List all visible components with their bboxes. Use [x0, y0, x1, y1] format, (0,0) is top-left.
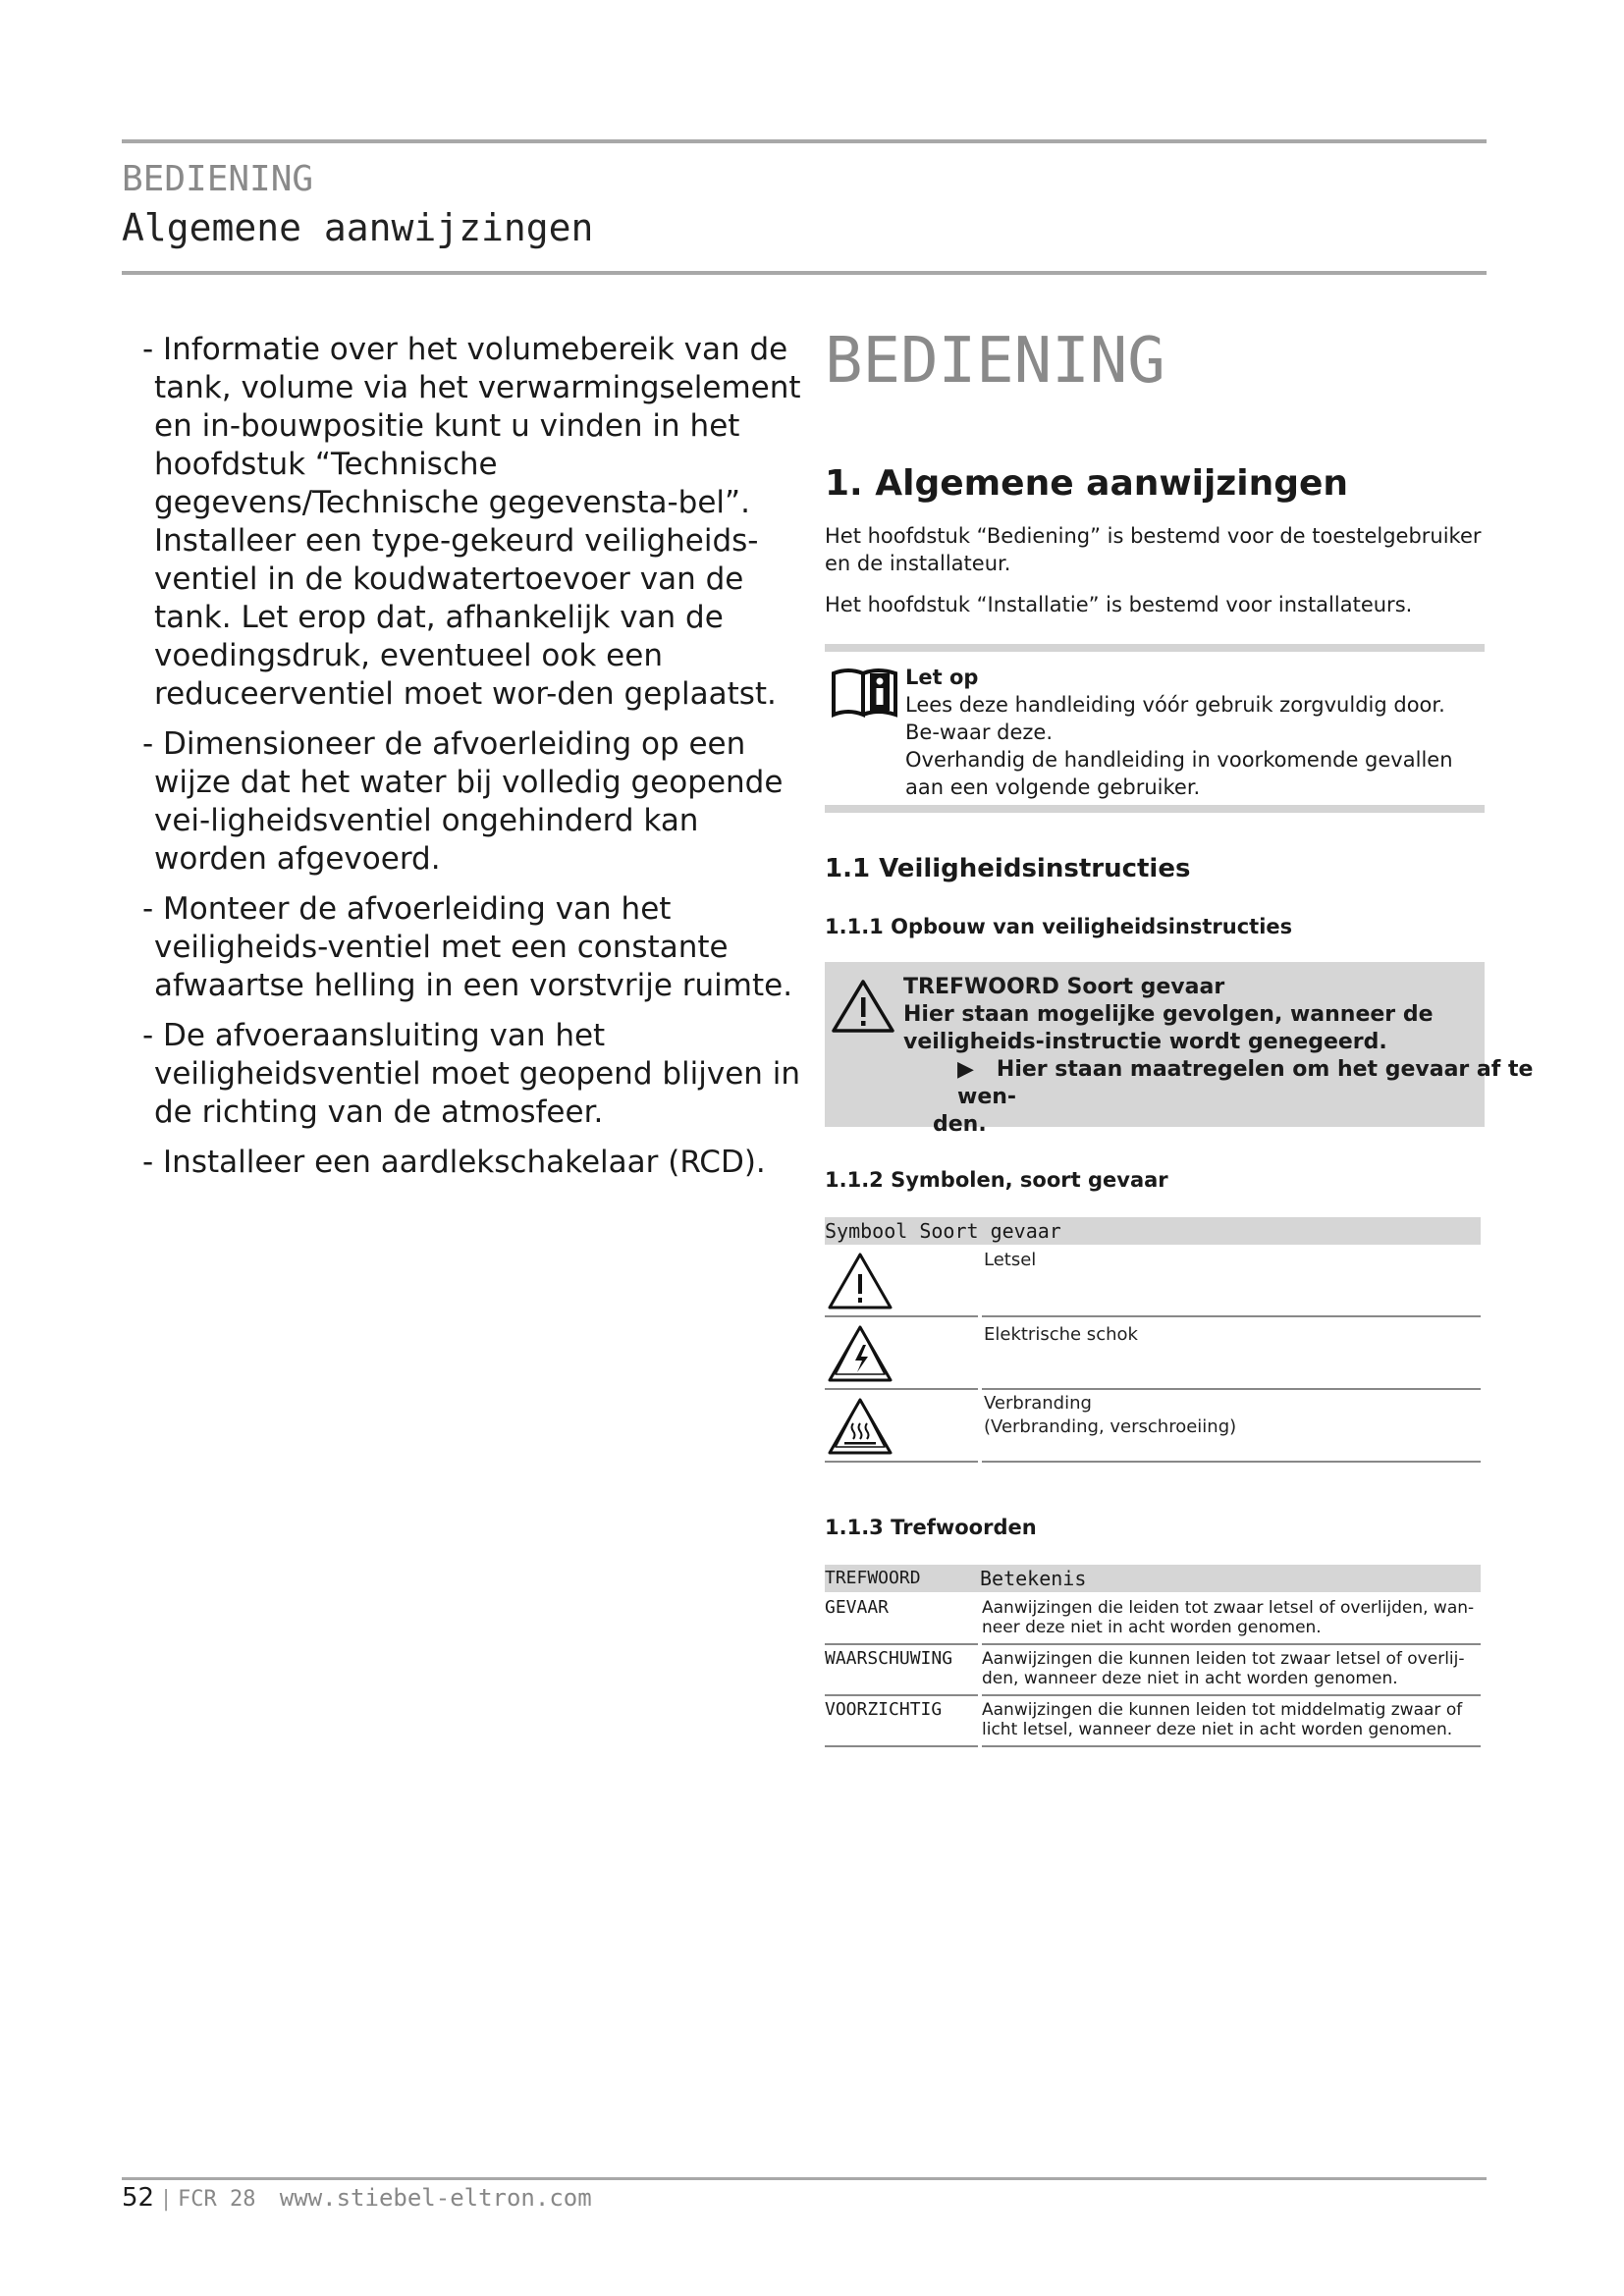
bullet-item: - De afvoeraansluiting van het veiligheidsventiel moet geopend blijven in de richting van de atmosfeer.	[142, 1018, 801, 1130]
intro-paragraph-2: Het hoofdstuk “Installatie” is bestemd voor installateurs.	[825, 593, 1413, 616]
keyword-meaning: Aanwijzingen die leiden tot zwaar letsel of overlijden, wan-neer deze niet in acht worden genomen.	[982, 1598, 1475, 1637]
chapter-big-title: BEDIENING	[825, 325, 1165, 398]
warning-text	[903, 974, 1581, 1139]
table-row-divider	[825, 1694, 978, 1696]
symbol-label-line-2: (Verbranding, verschroeiing)	[984, 1416, 1237, 1437]
section-1-1-heading: 1.1 Veiligheidsinstructies	[825, 854, 1191, 883]
section-1-1-1-heading: 1.1.1 Opbouw van veiligheidsinstructies	[825, 915, 1293, 938]
table-row-divider	[825, 1315, 978, 1317]
header-bottom-rule	[122, 271, 1487, 275]
note-box	[825, 644, 1485, 813]
note-title: Let op	[905, 666, 979, 689]
bullet-item: - Installeer een aardlekschakelaar (RCD).	[142, 1145, 766, 1180]
keyword-meaning: Aanwijzingen die kunnen leiden tot middelmatig zwaar of licht letsel, wanneer deze niet in acht worden genomen.	[982, 1700, 1463, 1739]
exclamation-triangle-icon	[827, 1251, 893, 1311]
footer-rule	[122, 2177, 1487, 2180]
note-line-2: Overhandig de handleiding in voorkomende gevallen aan een volgende gebruiker.	[905, 748, 1453, 799]
warning-triangle-icon	[831, 978, 895, 1035]
table-row-divider	[825, 1388, 978, 1390]
keyword-key: GEVAAR	[825, 1597, 890, 1618]
keyword-meaning: Aanwijzingen die kunnen leiden tot zwaar letsel of overlij-den, wanneer deze niet in acht worden genomen.	[982, 1649, 1465, 1688]
table-row-divider	[825, 1461, 978, 1463]
footer-separator: |	[162, 2187, 170, 2212]
keywords-table-header	[825, 1565, 1481, 1592]
warning-box	[825, 962, 1534, 1137]
header-page-title: Algemene aanwijzingen	[122, 206, 594, 249]
symbols-table-header: Symbool Soort gevaar	[825, 1217, 1481, 1245]
keyword-key: WAARSCHUWING	[825, 1648, 953, 1669]
table-row-divider	[982, 1745, 1481, 1747]
book-info-icon	[831, 666, 899, 721]
note-text	[905, 664, 1479, 801]
table-row-divider	[825, 1643, 978, 1645]
symbol-label-line-1: Verbranding	[984, 1393, 1092, 1414]
bullet-item: - Dimensioneer de afvoerleiding op een wijze dat het water bij volledig geopende vei-ligheidsventiel ongehinderd kan worden afgevoerd.	[142, 726, 784, 877]
page-footer	[122, 2183, 592, 2215]
keyword-key: VOORZICHTIG	[825, 1699, 943, 1720]
warning-action-line-1	[903, 1056, 1581, 1111]
table-row-divider	[982, 1461, 1481, 1463]
footer-url: www.stiebel-eltron.com	[279, 2184, 592, 2212]
table-row-divider	[982, 1315, 1481, 1317]
header-top-rule	[122, 139, 1487, 143]
action-marker-icon: ▶	[957, 1057, 974, 1082]
table-row-divider	[982, 1694, 1481, 1696]
chapter-title: 1. Algemene aanwijzingen	[825, 463, 1349, 504]
keywords-header-key: TREFWOORD	[825, 1568, 921, 1588]
intro-paragraph-1: Het hoofdstuk “Bediening” is bestemd voor de toestelgebruiker en de installateur.	[825, 524, 1482, 575]
warning-body: Hier staan mogelijke gevolgen, wanneer de veiligheids-instructie wordt genegeerd.	[903, 1002, 1434, 1054]
section-1-1-2-heading: 1.1.2 Symbolen, soort gevaar	[825, 1168, 1168, 1192]
hot-surface-triangle-icon	[827, 1396, 893, 1457]
footer-model: FCR 28	[178, 2187, 256, 2212]
note-line-1: Lees deze handleiding vóór gebruik zorgvuldig door. Be-waar deze.	[905, 693, 1445, 744]
header-section-label: BEDIENING	[122, 159, 314, 199]
bullet-item: - Informatie over het volumebereik van de tank, volume via het verwarmingselement en in-bouwpositie kunt u vinden in het hoofdstuk “Technische gegevens/Technische gegevensta-bel”. Installeer een type-gekeurd veiligheids-ventiel in de koudwatertoevoer van de tank. Let erop dat, afhankelijk van de voedingsdruk, eventueel ook een reduceerventiel moet wor-den geplaatst.	[142, 332, 801, 712]
warning-action-text: Hier staan maatregelen om het gevaar af te wen-	[957, 1057, 1534, 1109]
warning-action-line-2: den.	[933, 1112, 987, 1137]
symbol-label: Elektrische schok	[984, 1324, 1138, 1345]
symbol-label: Letsel	[984, 1250, 1037, 1270]
section-1-1-3-heading: 1.1.3 Trefwoorden	[825, 1516, 1037, 1539]
keywords-header-value: Betekenis	[980, 1567, 1087, 1590]
table-row-divider	[982, 1388, 1481, 1390]
bullet-item: - Monteer de afvoerleiding van het veiligheids-ventiel met een constante afwaartse helling in een vorstvrije ruimte.	[142, 891, 793, 1003]
left-column	[142, 331, 810, 1194]
table-row-divider	[982, 1643, 1481, 1645]
table-row-divider	[825, 1745, 978, 1747]
electric-shock-triangle-icon	[827, 1323, 893, 1384]
warning-title: TREFWOORD Soort gevaar	[903, 975, 1225, 999]
page-number: 52	[122, 2183, 155, 2213]
